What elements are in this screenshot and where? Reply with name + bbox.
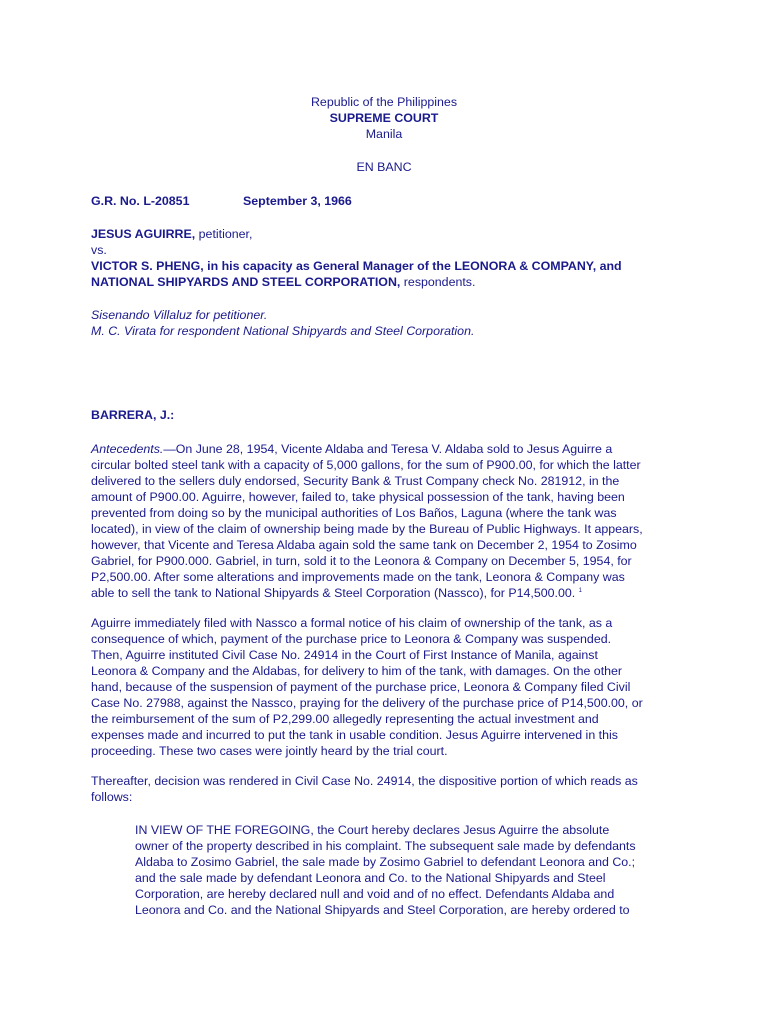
paragraph-claim (91, 615, 691, 759)
counsel-respondent: M. C. Virata for respondent National Shipyards and Steel Corporation. (91, 324, 475, 338)
text-line: Leonora & Company and the Aldabas, for delivery to him of the tank, with damages. On the other (91, 664, 623, 678)
text-line: Thereafter, decision was rendered in Civil Case No. 24914, the dispositive portion of which reads as (91, 774, 638, 788)
gr-number: G.R. No. L-20851 (91, 194, 190, 208)
respondent-name: NATIONAL SHIPYARDS AND STEEL CORPORATION, (91, 275, 401, 289)
court-city: Manila (365, 127, 403, 141)
republic-line: Republic of the Philippines (310, 95, 458, 109)
versus: vs. (91, 243, 107, 257)
division: EN BANC (356, 160, 412, 174)
text-line: Aldaba to Zosimo Gabriel, the sale made by Zosimo Gabriel to defendant Leonora and Co.; (135, 855, 636, 869)
dispositive-quote (135, 822, 675, 918)
footnote-link[interactable]: 1 (578, 587, 582, 594)
respondent-role: respondents. (403, 275, 476, 289)
text-line: Antecedents.—On June 28, 1954, Vicente Aldaba and Teresa V. Aldaba sold to Jesus Aguirre a (91, 442, 613, 456)
text-line: Corporation, are hereby declared null and void and of no effect. Defendants Aldaba and (135, 887, 615, 901)
text-line: located), in view of the claim of ownership being made by the Bureau of Public Highways. It appears, (91, 522, 643, 536)
text-line: Leonora and Co. and the National Shipyards and Steel Corporation, are hereby ordered to (135, 903, 630, 917)
text-line: Then, Aguirre instituted Civil Case No. 24914 in the Court of First Instance of Manila, against (91, 648, 598, 662)
court-name: SUPREME COURT (329, 111, 439, 125)
text-line: prevented from doing so by the municipal authorities of Los Baños, Laguna (where the tank was (91, 506, 617, 520)
petitioner-name: JESUS AGUIRRE, (91, 227, 196, 241)
petitioner-line (91, 226, 691, 242)
text-line: Gabriel, for P900.000. Gabriel, in turn, sold it to the Leonora & Company on December 5, 1954, for (91, 554, 632, 568)
text-line: circular bolted steel tank with a capacity of 5,000 gallons, for the sum of P900.00, for which the latter (91, 458, 641, 472)
petitioner-role: petitioner, (198, 227, 253, 241)
text-line: amount of P900.00. Aguirre, however, failed to, take physical possession of the tank, having been (91, 490, 625, 504)
case-number-line (91, 193, 691, 209)
text-line: hand, because of the suspension of payment of the purchase price, Leonora & Company filed Civil (91, 680, 631, 694)
paragraph-decision-intro (91, 773, 691, 805)
counsel-petitioner: Sisenando Villaluz for petitioner. (91, 308, 268, 322)
text-line: and the sale made by defendant Leonora and Co. to the National Shipyards and Steel (135, 871, 606, 885)
text-line: Aguirre immediately filed with Nassco a formal notice of his claim of ownership of the tank, as a (91, 616, 613, 630)
text-line: however, that Vicente and Teresa Aldaba again sold the same tank on December 2, 1954 to Zosimo (91, 538, 637, 552)
text-line: proceeding. These two cases were jointly heard by the trial court. (91, 744, 448, 758)
text-line: IN VIEW OF THE FOREGOING, the Court hereby declares Jesus Aguirre the absolute (135, 823, 610, 837)
text-line: consequence of which, payment of the purchase price to Leonora & Company was suspended. (91, 632, 612, 646)
text-line: the reimbursement of the sum of P2,299.00 allegedly representing the actual investment and (91, 712, 599, 726)
ponente: BARRERA, J.: (91, 408, 175, 422)
respondent-line-2 (91, 274, 691, 290)
respondent-line-1: VICTOR S. PHENG, in his capacity as General Manager of the LEONORA & COMPANY, and (91, 259, 622, 273)
text-line: Case No. 27988, against the Nassco, praying for the delivery of the purchase price of P14,500.00, or (91, 696, 643, 710)
text-line: expenses made and incurred to put the tank in usable condition. Jesus Aguirre intervened in this (91, 728, 618, 742)
text-line: delivered to the sellers duly endorsed, Security Bank & Trust Company check No. 281912, in the (91, 474, 620, 488)
decision-date: September 3, 1966 (243, 194, 352, 208)
antecedents-lead: Antecedents. (91, 442, 164, 456)
text-line: owner of the property described in his complaint. The subsequent sale made by defendants (135, 839, 636, 853)
text-line: able to sell the tank to National Shipyards & Steel Corporation (Nassco), for P14,500.00. $^1$ (91, 586, 582, 600)
text-line: follows: (91, 790, 133, 804)
paragraph-antecedents (91, 441, 691, 601)
text-line: P2,500.00. After some alterations and improvements made on the tank, Leonora & Company was (91, 570, 625, 584)
